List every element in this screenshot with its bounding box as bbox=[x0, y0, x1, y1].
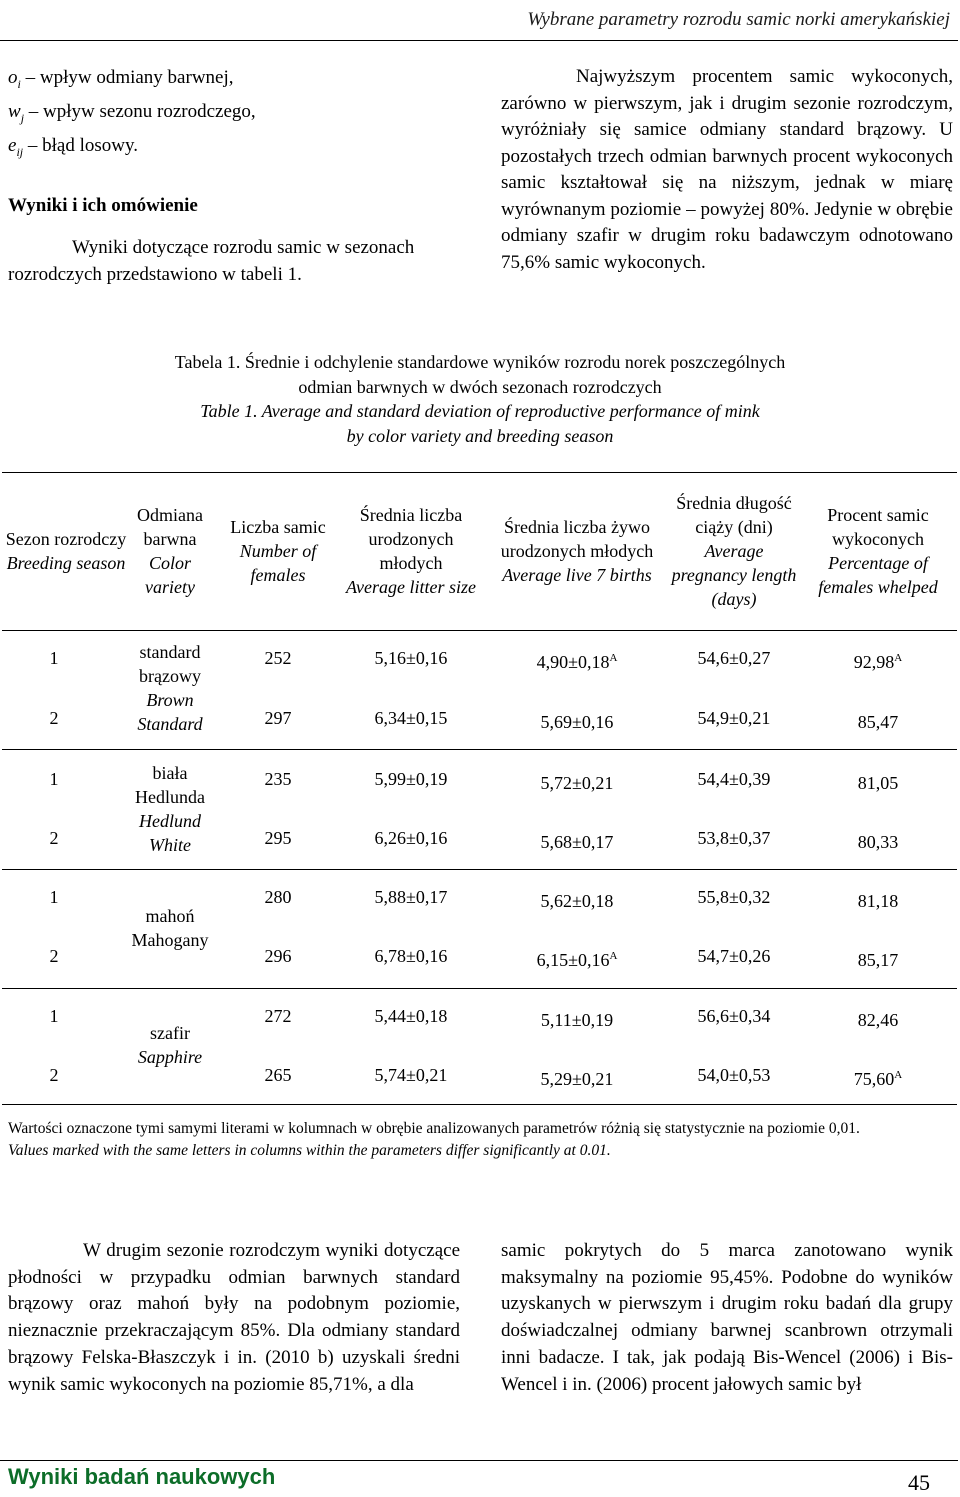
header-en: Average litter size bbox=[346, 577, 476, 597]
group-rule bbox=[2, 749, 957, 750]
table-bottom-rule bbox=[2, 1104, 957, 1105]
subscript: ij bbox=[16, 144, 24, 159]
number-cell: 280 bbox=[264, 887, 292, 907]
header-en: Color variety bbox=[145, 553, 195, 597]
percent-value: 80,33 bbox=[857, 832, 899, 852]
litter-cell: 5,44±0,18 bbox=[374, 1006, 448, 1026]
significance-mark: A bbox=[894, 652, 903, 664]
symbol: w bbox=[8, 100, 21, 122]
right-column-paragraph: Najwyższym procentem samic wykoconych, zarówno w pierwszym, jak i drugim sezonie rozrodczym, wyróżniały się samice odmiany standard brązowy. U pozostałych trzech odmian barwnych procent wykoconych samic kształtował się na niższym, jednak w miarę wyrównanym poziomie – powyżej 80%. Jedynie w obrębie odmiany szafir w drugim roku badawczym odnotowano 75,6% samic wykoconych. bbox=[501, 66, 953, 273]
header-pregnancy bbox=[668, 474, 800, 628]
header-en: Percentage of females whelped bbox=[818, 553, 938, 597]
percent-cell bbox=[838, 706, 918, 734]
season-cell: 1 bbox=[49, 887, 59, 907]
pregnancy-cell: 54,7±0,26 bbox=[697, 946, 771, 966]
header-litter bbox=[338, 474, 484, 628]
percent-cell bbox=[838, 885, 918, 913]
number-cell: 265 bbox=[264, 1065, 292, 1085]
caption-pl-line2: odmian barwnych w dwóch sezonach rozrodczych bbox=[298, 376, 662, 397]
definition-e bbox=[8, 132, 448, 166]
definition-text: – wpływ sezonu rozrodczego, bbox=[24, 100, 256, 122]
symbol: e bbox=[8, 134, 17, 156]
variety-pl: standard brązowy bbox=[139, 642, 201, 686]
header-en: Number of females bbox=[239, 541, 317, 585]
header-live bbox=[494, 474, 660, 628]
percent-cell bbox=[838, 1063, 918, 1091]
percent-cell bbox=[838, 944, 918, 972]
symbol: o bbox=[8, 67, 18, 88]
litter-cell: 5,16±0,16 bbox=[374, 648, 448, 668]
table-header-rule bbox=[2, 630, 957, 631]
caption-en-line1: Table 1. Average and standard deviation of reproductive performance of mink bbox=[200, 401, 760, 421]
pregnancy-cell: 54,4±0,39 bbox=[697, 769, 771, 789]
header-pl: Średnia długość ciąży (dni) bbox=[676, 493, 792, 537]
variety-cell bbox=[118, 640, 222, 736]
variety-pl: szafir bbox=[150, 1023, 190, 1043]
live-value: 5,69±0,16 bbox=[540, 712, 614, 732]
header-en: Average pregnancy length (days) bbox=[671, 541, 797, 609]
variety-en: Brown Standard bbox=[137, 690, 203, 734]
pregnancy-cell: 55,8±0,32 bbox=[697, 887, 771, 907]
live-cell bbox=[522, 885, 632, 913]
live-cell bbox=[522, 1004, 632, 1032]
page-number: 45 bbox=[908, 1470, 930, 1495]
season-cell: 1 bbox=[49, 769, 59, 789]
variety-en: Sapphire bbox=[137, 1047, 203, 1067]
litter-cell: 5,74±0,21 bbox=[374, 1065, 448, 1085]
litter-cell: 6,26±0,16 bbox=[374, 828, 448, 848]
left-column bbox=[8, 64, 448, 288]
live-value: 5,72±0,21 bbox=[540, 773, 614, 793]
variety-cell bbox=[118, 904, 222, 952]
variety-en: Hedlund White bbox=[139, 811, 201, 855]
header-pl: Średnia liczba urodzonych młodych bbox=[359, 505, 463, 573]
header-variety bbox=[125, 474, 215, 628]
percent-value: 81,18 bbox=[857, 891, 899, 911]
footnote-en: Values marked with the same letters in columns within the parameters differ significantly at 0.01. bbox=[8, 1142, 611, 1159]
percent-cell bbox=[838, 1004, 918, 1032]
percent-cell bbox=[838, 646, 918, 674]
percent-value: 75,60 bbox=[853, 1069, 895, 1089]
header-en: Average live 7 births bbox=[502, 565, 652, 585]
percent-value: 85,17 bbox=[857, 950, 899, 970]
caption-en-line2: by color variety and breeding season bbox=[346, 425, 614, 446]
pregnancy-cell: 54,9±0,21 bbox=[697, 708, 771, 728]
group-rule bbox=[2, 869, 957, 870]
footer-rule bbox=[0, 1460, 958, 1461]
live-cell bbox=[522, 1063, 632, 1091]
variety-pl: mahoń bbox=[145, 906, 195, 926]
percent-value: 85,47 bbox=[857, 712, 899, 732]
subscript: i bbox=[17, 76, 21, 91]
pregnancy-cell: 54,0±0,53 bbox=[697, 1065, 771, 1085]
live-cell bbox=[522, 767, 632, 795]
header-number bbox=[228, 474, 328, 628]
live-value: 5,68±0,17 bbox=[540, 832, 614, 852]
number-cell: 235 bbox=[264, 769, 292, 789]
percent-value: 92,98 bbox=[853, 652, 895, 672]
header-pl: Liczba samic bbox=[230, 517, 326, 537]
percent-value: 82,46 bbox=[857, 1010, 899, 1030]
significance-mark: A bbox=[609, 652, 618, 664]
pregnancy-cell: 56,6±0,34 bbox=[697, 1006, 771, 1026]
variety-cell bbox=[118, 761, 222, 857]
definition-w bbox=[8, 98, 448, 132]
litter-cell: 6,34±0,15 bbox=[374, 708, 448, 728]
season-cell: 2 bbox=[49, 1065, 59, 1085]
live-cell bbox=[522, 646, 632, 674]
number-cell: 297 bbox=[264, 708, 292, 728]
subscript: j bbox=[20, 110, 25, 125]
caption-pl-line1: Tabela 1. Średnie i odchylenie standardowe wyników rozrodu norek poszczególnych bbox=[174, 352, 786, 372]
variety-en: Mahogany bbox=[131, 930, 209, 950]
table-top-rule bbox=[2, 472, 957, 473]
significance-mark: A bbox=[894, 1069, 903, 1081]
table-caption bbox=[0, 350, 960, 448]
pregnancy-cell: 54,6±0,27 bbox=[697, 648, 771, 668]
running-head: Wybrane parametry rozrodu samic norki amerykańskiej bbox=[527, 9, 950, 30]
pregnancy-cell: 53,8±0,37 bbox=[697, 828, 771, 848]
header-pl: Odmiana barwna bbox=[137, 505, 203, 549]
header-season bbox=[4, 474, 128, 628]
live-value: 6,15±0,16 bbox=[536, 950, 610, 970]
live-value: 5,11±0,19 bbox=[540, 1010, 614, 1030]
litter-cell: 5,99±0,19 bbox=[374, 769, 448, 789]
table-footnote bbox=[8, 1118, 954, 1162]
definition-text: – wpływ odmiany barwnej, bbox=[20, 67, 234, 88]
group-rule bbox=[2, 988, 957, 989]
header-en: Breeding season bbox=[6, 553, 126, 573]
bottom-right-paragraph: samic pokrytych do 5 marca zanotowano wynik maksymalny na poziomie 95,45%. Podobne do wyników uzyskanych w pierwszym i drugim roku badań dla grupy doświadczalnej odmiany barwnej scanbrown otrzymali inni badacze. I tak, jak podają Bis-Wencel (2006) i Bis-Wencel i in. (2006) procent jałowych samic był bbox=[501, 1240, 953, 1395]
percent-cell bbox=[838, 767, 918, 795]
live-value: 5,62±0,18 bbox=[540, 891, 614, 911]
litter-cell: 5,88±0,17 bbox=[374, 887, 448, 907]
live-cell bbox=[522, 826, 632, 854]
header-pl: Sezon rozrodczy bbox=[5, 529, 127, 549]
season-cell: 2 bbox=[49, 828, 59, 848]
significance-mark: A bbox=[609, 950, 618, 962]
percent-value: 81,05 bbox=[857, 773, 899, 793]
definition-o bbox=[8, 64, 448, 98]
number-cell: 272 bbox=[264, 1006, 292, 1026]
live-cell bbox=[522, 706, 632, 734]
live-value: 4,90±0,18 bbox=[536, 652, 610, 672]
results-intro-paragraph: Wyniki dotyczące rozrodu samic w sezonach rozrodczych przedstawiono w tabeli 1. bbox=[8, 237, 415, 286]
season-cell: 1 bbox=[49, 648, 59, 668]
definition-text: – błąd losowy. bbox=[23, 134, 138, 156]
number-cell: 296 bbox=[264, 946, 292, 966]
number-cell: 252 bbox=[264, 648, 292, 668]
header-percent bbox=[800, 474, 956, 628]
footnote-pl: Wartości oznaczone tymi samymi literami w kolumnach w obrębie analizowanych parametrów różnią się statystycznie na poziomie 0,01. bbox=[8, 1120, 860, 1137]
season-cell: 2 bbox=[49, 946, 59, 966]
header-pl: Średnia liczba żywo urodzonych młodych bbox=[500, 517, 654, 561]
season-cell: 1 bbox=[49, 1006, 59, 1026]
section-title: Wyniki i ich omówienie bbox=[8, 195, 198, 217]
variety-cell bbox=[118, 1021, 222, 1069]
bottom-left-paragraph: W drugim sezonie rozrodczym wyniki dotyczące płodności w przypadku odmian barwnych standard brązowy oraz mahoń były na podobnym poziomie, nieznacznie przekraczającym 85%. Dla odmiany standard brązowy Felska-Błaszczyk i in. (2010 b) uzyskali średni wynik samic wykoconych na poziomie 85,71%, a dla bbox=[8, 1240, 460, 1395]
live-value: 5,29±0,21 bbox=[540, 1069, 614, 1089]
header-pl: Procent samic wykoconych bbox=[827, 505, 929, 549]
journal-name: Wyniki badań naukowych bbox=[8, 1464, 276, 1489]
litter-cell: 6,78±0,16 bbox=[374, 946, 448, 966]
variety-pl: biała Hedlunda bbox=[135, 763, 205, 807]
percent-cell bbox=[838, 826, 918, 854]
number-cell: 295 bbox=[264, 828, 292, 848]
header-rule bbox=[0, 40, 958, 41]
live-cell bbox=[522, 944, 632, 972]
season-cell: 2 bbox=[49, 708, 59, 728]
